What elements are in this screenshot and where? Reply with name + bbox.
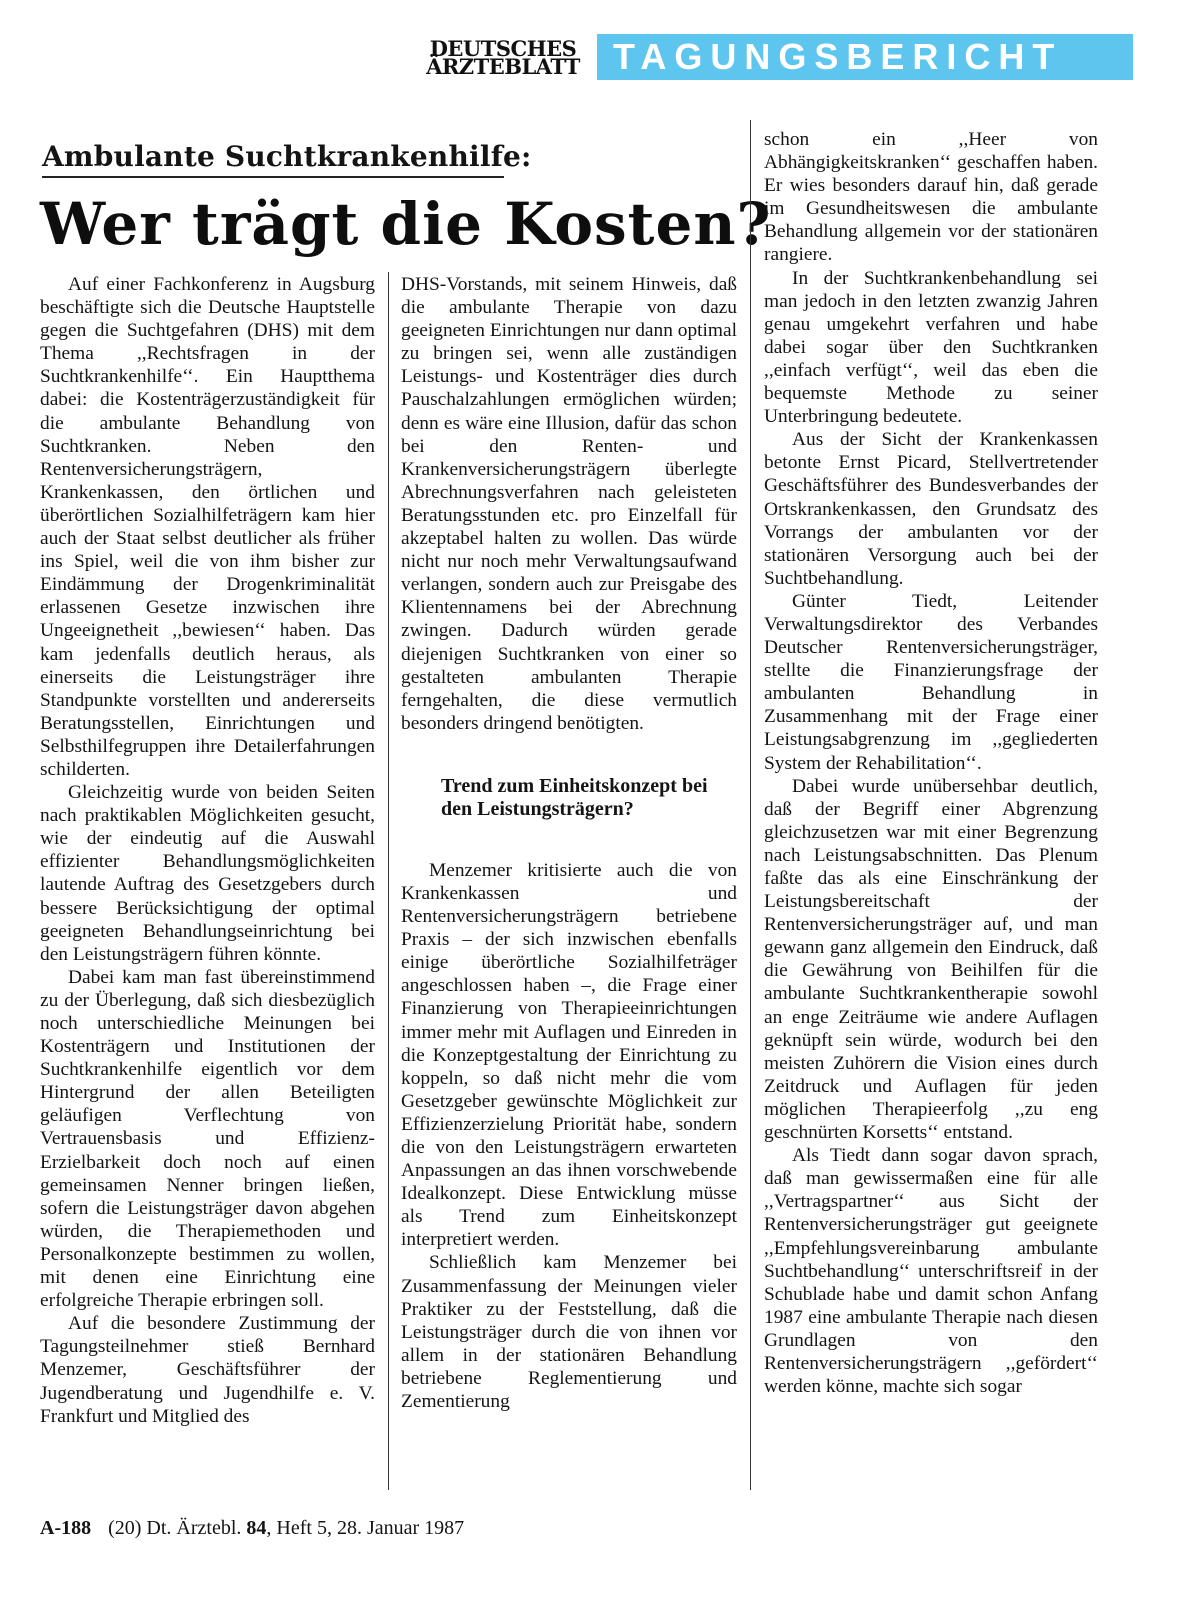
citation-journal: (20) Dt. Ärztebl. [108,1517,242,1539]
paragraph: In der Suchtkrankenbehandlung sei man jedoch in den letzten zwanzig Jahren genau umgekehrt verfahren und habe dabei sogar über den Suchtkranken ,,einfach verfügt‘‘, weil das eben die bequemste Methode zu seiner Unterbringung bedeutete. [764,267,1098,428]
journal-name-line1: DEUTSCHES [429,36,577,61]
article-headline: Wer trägt die Kosten? [40,190,772,258]
citation-volume: 84 [246,1517,267,1539]
section-banner: TAGUNGSBERICHT [597,34,1133,80]
paragraph: Günter Tiedt, Leitender Verwaltungsdirektor des Verbandes Deutscher Rentenversicherungsträger, stellte die Finanzierungsfrage der ambulanten Behandlung in Zusammenhang mit der Frage einer Leistungsabgrenzung im ,,gegliederten System der Rehabilitation‘‘. [764,590,1098,774]
paragraph: Auf einer Fachkonferenz in Augsburg beschäftigte sich die Deutsche Hauptstelle gegen die Suchtgefahren (DHS) mit dem Thema ,,Rechtsfragen in der Suchtkrankenhilfe‘‘. Ein Hauptthema dabei: die Kostenträgerzuständigkeit für die ambulante Behandlung von Suchtkranken. Neben den Rentenversicherungsträgern, Krankenkassen, den örtlichen und überörtlichen Sozialhilfeträgern kam hier auch der Staat selbst deutlicher als früher ins Spiel, weil die von ihm bisher zur Eindämmung der Drogenkriminalität erlassenen Gesetze inzwischen ihre Ungeeignetheit ,,bewiesen‘‘ haben. Das kam jedenfalls deutlich heraus, als einerseits die Leistungsträger ihre Standpunkte vorstellten und andererseits Beratungsstellen, Einrichtungen und Selbsthilfegruppen ihre Detailerfahrungen schilderten. [40,274,375,780]
paragraph: Dabei kam man fast übereinstimmend zu der Überlegung, daß sich diesbezüglich noch unterschiedliche Meinungen bei Kostenträgern und Institutionen der Suchtkrankenhilfe eigentlich vor dem Hintergrund der allen Beteiligten geläufigen Verflechtung von Vertrauensbasis und Effizienz-Erzielbarkeit doch noch auf einen gemeinsamen Nenner bringen ließen, sofern die Leistungsträger davon abgehen würden, die Therapiemethoden und Personalkonzepte bestimmen zu wollen, mit denen eine Einrichtung eine erfolgreiche Therapie erbringen soll. [40,966,375,1312]
paragraph: Menzemer kritisierte auch die von Krankenkassen und Rentenversicherungsträgern betriebene Praxis – der sich inzwischen ebenfalls einige überörtliche Sozialhilfeträger angeschlossen haben –, die Frage einer Finanzierung von Therapieeinrichtungen immer mehr mit Auflagen und Einreden in die Konzeptgestaltung der Einrichtung zu koppeln, so daß nicht mehr die vom Gesetzgeber gewünschte Möglichkeit zur Effizienzerzielung Priorität habe, sondern die von den Leistungsträgern erwarteten Anpassungen an das ihnen vorschwebende Idealkonzept. Diese Entwicklung müsse als Trend zum Einheitskonzept interpretiert werden. [401,859,737,1251]
paragraph: Aus der Sicht der Krankenkassen betonte Ernst Picard, Stellvertretender Geschäftsführer des Bundesverbandes der Ortskrankenkassen, den Grundsatz des Vorrangs der ambulanten vor der stationären Versorgung auch bei der Suchtbehandlung. [764,429,1098,589]
paragraph: DHS-Vorstands, mit seinem Hinweis, daß die ambulante Therapie von dazu geeigneten Einrichtungen nur dann optimal zu bringen sei, wenn alle zuständigen Leistungs- und Kostenträger dies durch Pauschalzahlungen ermöglichen würden; denn es wäre eine Illusion, dafür das schon bei den Renten- und Krankenversicherungsträgern überlegte Abrechnungsverfahren nach geleisteten Beratungsstunden etc. pro Einzelfall für akzeptabel halten zu wollen. Das würde nicht nur noch mehr Verwaltungsaufwand verlangen, sondern auch zur Preisgabe des Klientennamens bei der Abrechnung zwingen. Dadurch würden gerade diejenigen Suchtkranken von einer so gestalteten ambulanten Therapie ferngehalten, die diese vermutlich besonders dringend benötigten. [401,274,738,734]
subheading: Trend zum Einheitskonzept bei den Leistungsträgern? [441,774,708,820]
paragraph: Gleichzeitig wurde von beiden Seiten nach praktikablen Möglichkeiten gesucht, wie der eindeutig auf die Auswahl effizienter Behandlungsmöglichkeiten lautende Auftrag des Gesetzgebers durch bessere Berücksichtigung der optimal geeigneten Behandlungseinrichtung bei den Leistungsträgern führen könnte. [40,782,375,965]
kicker-underline [42,176,504,178]
column-divider [388,272,389,1490]
paragraph: schon ein ,,Heer von Abhängigkeitskranken‘‘ geschaffen haben. Er wies besonders darauf hin, daß gerade im Gesundheitswesen die ambulante Behandlung allgemein vor der stationären rangiere. [764,129,1098,266]
page-footer [40,1517,464,1540]
paragraph: Dabei wurde unübersehbar deutlich, daß der Begriff einer Abgrenzung gleichzusetzen war mit einer Begrenzung nach Leistungsabschnitten. Das Plenum faßte das als eine Einschränkung der Leistungsbereitschaft der Rentenversicherungsträger auf, und man gewann ganz allgemein den Eindruck, daß die Gewährung von Beihilfen für die ambulante Suchtkrankentherapie sowohl an enge Zeiträume wie andere Auflagen geknüpft sein würde, wodurch bei den meisten Zuhörern die Vision eines durch Zeitdruck und Auflagen für jeden möglichen Therapieerfolg ,,zu eng geschnürten Korsetts‘‘ entstand. [764,775,1098,1144]
journal-logo [412,36,594,79]
paragraph: Auf die besondere Zustimmung der Tagungsteilnehmer stieß Bernhard Menzemer, Geschäftsführer der Jugendberatung und Jugendhilfe e. V. Frankfurt und Mitglied des [40,1313,375,1427]
paragraph: Als Tiedt dann sogar davon sprach, daß man gewissermaßen eine für alle ,,Vertragspartner‘‘ aus Sicht der Rentenversicherungsträger gut geeignete ,,Empfehlungsvereinbarung ambulante Suchtbehandlung‘‘ unterschriftsreif in der Schublade habe und damit schon Anfang 1987 eine ambulante Therapie nach diesen Grundlagen von den Rentenversicherungsträgern ,,gefördert‘‘ werden könne, machte sich sogar [764,1145,1098,1398]
text-column-3 [764,128,1098,1398]
masthead [412,34,1178,82]
article-kicker: Ambulante Suchtkrankenhilfe: [42,140,532,173]
text-column-2 [401,273,737,1413]
citation [108,1517,464,1539]
citation-issue: , Heft 5, 28. Januar 1987 [266,1517,465,1539]
journal-name-line2: ÄRZTEBLATT [426,54,580,79]
page-number: A-188 [40,1517,92,1539]
column-divider [750,120,751,1490]
text-column-1 [40,273,375,1428]
paragraph: Schließlich kam Menzemer bei Zusammenfassung der Meinungen vieler Praktiker zu der Feststellung, daß die Leistungsträger durch die von ihnen vor allem in der stationären Behandlung betriebene Reglementierung und Zementierung [401,1252,737,1413]
